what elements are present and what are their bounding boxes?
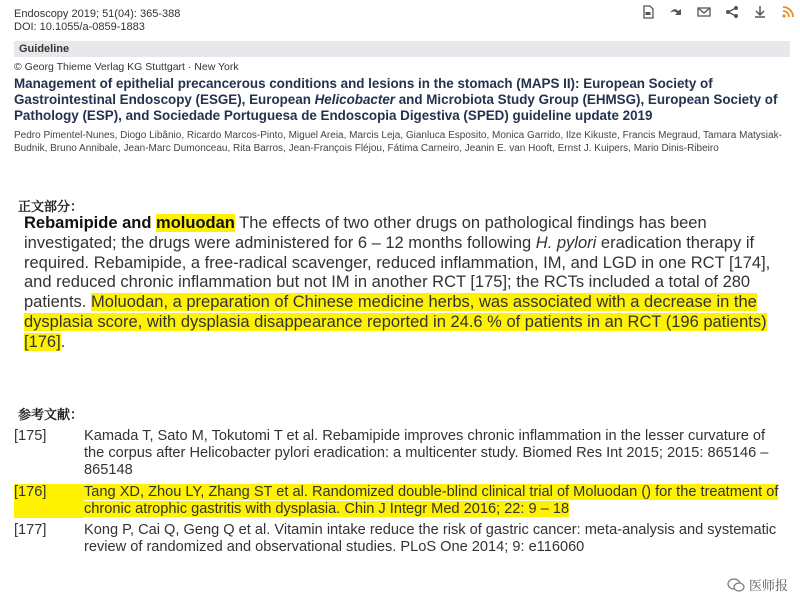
reference-number: [175] [14, 428, 47, 444]
copyright: © Georg Thieme Verlag KG Stuttgart · New York [14, 61, 239, 73]
reference-176 [14, 484, 786, 518]
section-label: Guideline [14, 41, 790, 57]
references-section-label: 参考文献： [18, 408, 84, 423]
download-icon[interactable] [752, 4, 768, 20]
reference-text[interactable]: Kamada T, Sato M, Tokutomi T et al. Rebamipide improves chronic inflammation in the lesser curvature of the corpus after Helicobacter pylori eradication: a multicenter study. Biomed Res Int 2015; 2015: 865146 – 865148 [84, 428, 769, 479]
email-icon[interactable] [696, 4, 712, 20]
reference-number: [176] [14, 484, 84, 518]
wechat-icon [727, 578, 745, 592]
cite-icon[interactable] [668, 4, 684, 20]
reference-text[interactable]: Tang XD, Zhou LY, Zhang ST et al. Randomized double-blind clinical trial of Moluodan () for the treatment of chronic atrophic gastritis with dysplasia. Chin J Integr Med 2016; 22: 9 – 18 [84, 483, 779, 517]
article-header [14, 8, 790, 155]
pdf-icon[interactable] [640, 4, 656, 20]
reference-text[interactable]: Kong P, Cai Q, Geng Q et al. Vitamin intake reduce the risk of gastric cancer: meta-analysis and systematic review of randomized and observational studies. PLoS One 2014; 9: e116060 [84, 522, 777, 556]
article-toolbar [640, 4, 796, 20]
guideline-excerpt: Rebamipide and moluodan The effects of two other drugs on pathological findings has been investigated; the drugs were administered for 6 – 12 months following H. pylori eradication therapy if required. Rebamipide, a free-radical scavenger, reduced inflammation, IM, and LGD in one RCT [174], and reduced chronic inflammation but not IM in another RCT [175]; the RCTs included a total of 280 patients. Moluodan, a preparation of Chinese medicine herbs, was associated with a decrease in the dysplasia score, with dysplasia disappearance reported in 24.6 % of patients in an RCT (196 patients) [176]. [24, 214, 771, 351]
rss-icon[interactable] [780, 4, 796, 20]
watermark-text: 医师报 [748, 578, 788, 593]
citation-journal: Endoscopy 2019; 51(04): 365-388 [14, 8, 181, 20]
body-section-label: 正文部分： [18, 200, 84, 215]
author-list: Pedro Pimentel-Nunes, Diogo Libânio, Ricardo Marcos-Pinto, Miguel Areia, Marcis Leja, Gianluca Esposito, Monica Garrido, Ilze Kikuste, Francis Megraud, Tamara Matysiak-Budnik, Bruno Annibale, Jean-Marc Dumonceau, Rita Barros, Jean-François Fléjou, Fátima Carneiro, Jeanin E. van Hooft, Ernst J. Kuipers, Mario Dinis-Ribeiro [14, 130, 782, 154]
reference-number: [177] [14, 522, 47, 539]
share-icon[interactable] [724, 4, 740, 20]
highlighted-sentence: Moluodan, a preparation of Chinese medicine herbs, was associated with a decrease in the dysplasia score, with dysplasia disappearance reported in 24.6 % of patients in an RCT (196 patients) [176] [24, 293, 767, 351]
reference-177 [14, 522, 786, 556]
reference-175 [14, 428, 786, 480]
citation-doi[interactable]: DOI: 10.1055/a-0859-1883 [14, 21, 145, 33]
watermark [727, 575, 788, 594]
article-title: Management of epithelial precancerous conditions and lesions in the stomach (MAPS II): European Society of Gastrointestinal Endoscopy (ESGE), European Helicobacter and Microbiota Study Group (EHMSG), European Society of Pathology (ESP), and Sociedade Portuguesa de Endoscopia Digestiva (SPED) guideline update 2019 [14, 76, 778, 123]
excerpt-heading: Rebamipide and moluodan [24, 214, 235, 232]
reference-list [14, 428, 786, 560]
